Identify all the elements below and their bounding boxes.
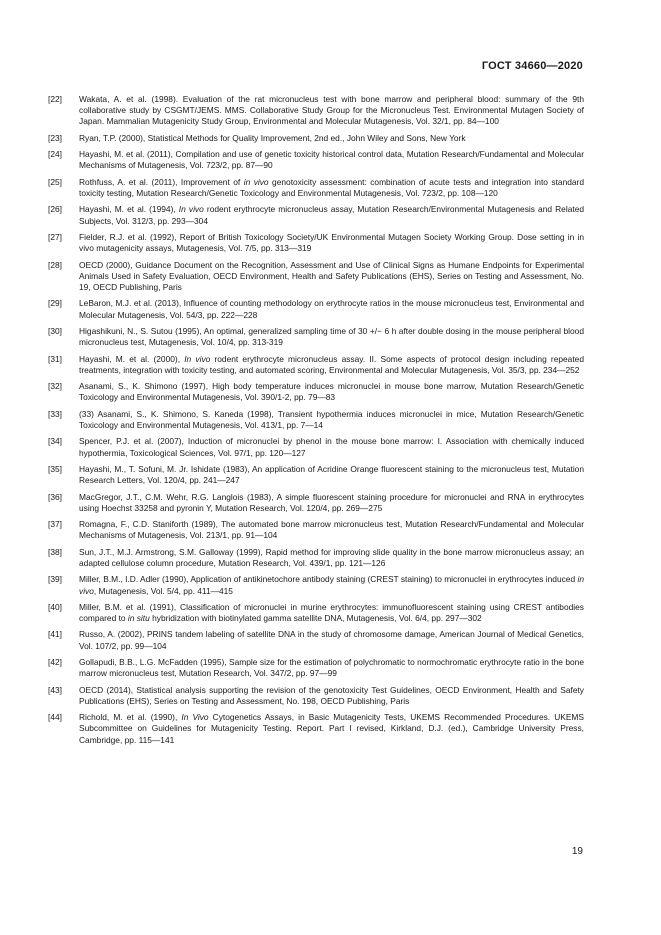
reference-text xyxy=(79,94,584,128)
reference-text-segment: , Mutagenesis, Vol. 5/4, pp. 411—415 xyxy=(93,585,233,596)
reference-text xyxy=(79,326,584,348)
reference-number: [27] xyxy=(48,231,62,242)
reference-item xyxy=(48,204,584,226)
reference-text xyxy=(79,464,584,486)
reference-text-segment: Wakata, A. et al. (1998). Evaluation of the rat micronucleus test with bone marrow and peripheral blood: summary of the 9th collaborative study by CSGMT/JEMS. MMS. Collaborative Study Group for the Micronucleus Test. Environmental Mutagen Society of Japan. Mammalian Mutagenicity Study Group, Environmental and Molecular Mutagenesis, Vol. 32/1, pp. 84—100 xyxy=(79,94,584,127)
reference-number: [35] xyxy=(48,463,62,474)
reference-text-segment: OECD (2000), Guidance Document on the Recognition, Assessment and Use of Clinical Signs as Humane Endpoints for Experimental Animals Used in Safety Evaluation, OECD Environment, Health and Safety Publications (EHS), Series on Testing and Assessment, No. 19, OECD Publishing, Paris xyxy=(79,259,584,292)
reference-item xyxy=(48,94,584,128)
reference-number: [38] xyxy=(48,546,62,557)
reference-item xyxy=(48,354,584,376)
reference-text xyxy=(79,177,584,199)
reference-item xyxy=(48,602,584,624)
reference-text-italic: In vivo xyxy=(184,353,211,364)
reference-text xyxy=(79,657,584,679)
reference-number: [40] xyxy=(48,601,62,612)
reference-text xyxy=(79,436,584,458)
reference-number: [31] xyxy=(48,353,62,364)
reference-number: [41] xyxy=(48,629,62,640)
reference-text-italic: in situ xyxy=(127,613,150,624)
reference-item xyxy=(48,657,584,679)
reference-number: [44] xyxy=(48,712,62,723)
reference-text-segment: Hayashi, M., T. Sofuni, M. Jr. Ishidate (1983), An application of Acridine Orange fluorescent staining to the micronucleus test, Mutation Research Letters, Vol. 120/4, pp. 241—247 xyxy=(79,463,584,486)
reference-text-segment: Rothfuss, A. et al. (2011), Improvement of xyxy=(79,176,244,187)
reference-number: [30] xyxy=(48,325,62,336)
reference-number: [39] xyxy=(48,574,62,585)
reference-text-segment: hybridization with biotinylated gamma satellite DNA, Mutagenesis, Vol. 6/4, pp. 297—302 xyxy=(149,613,482,624)
reference-number: [33] xyxy=(48,408,62,419)
reference-text xyxy=(79,260,584,294)
page-number: 19 xyxy=(571,846,583,857)
reference-text-segment: Fielder, R.J. et al. (1992), Report of British Toxicology Society/UK Environmental Mutagen Society Working Group. Dose setting in in vivo mutagenicity assays, Mutagenesis, Vol. 7/5, pp. 313—319 xyxy=(79,231,584,254)
reference-text-italic: in vivo xyxy=(243,176,269,187)
reference-list xyxy=(48,94,584,751)
reference-text xyxy=(79,712,584,746)
reference-text-segment: rodent erythrocyte micronucleus assay. II. Some aspects of protocol design including repeated treatments, integration with toxicity testing, and automated scoring, Environmental and Molecular Mutagenesis, Vol. 35/3, pp. 234—252 xyxy=(79,353,584,375)
reference-text xyxy=(79,492,584,514)
document-code: ГОСТ 34660—2020 xyxy=(481,60,583,72)
reference-number: [37] xyxy=(48,519,62,530)
reference-text xyxy=(79,354,584,376)
reference-text xyxy=(79,519,584,541)
reference-text xyxy=(79,685,584,707)
reference-number: [24] xyxy=(48,149,62,160)
reference-text-segment: Richold, M. et al. (1990), xyxy=(79,712,182,723)
reference-number: [34] xyxy=(48,436,62,447)
reference-text-segment: Romagna, F., C.D. Staniforth (1989), The automated bone marrow micronucleus test, Mutation Research/Fundamental and Molecular Mechanisms of Mutagenesis, Vol. 213/1, pp. 91—104 xyxy=(79,519,584,541)
reference-text-segment: Gollapudi, B.B., L.G. McFadden (1995), Sample size for the estimation of polychromatic to normochromatic erythrocyte ratio in the bone marrow micronucleus test, Mutation Research, Vol. 347/2, pp. 97—99 xyxy=(79,657,584,679)
reference-item xyxy=(48,519,584,541)
reference-text xyxy=(79,133,584,144)
reference-text xyxy=(79,547,584,569)
reference-text-segment: Hayashi, M. et al. (1994), xyxy=(79,204,179,215)
reference-item xyxy=(48,436,584,458)
reference-text-segment: (33) Asanami, S., K. Shimono, S. Kaneda (1998), Transient hypothermia induces micronuclei in mice, Mutation Research/Genetic Toxicology and Environmental Mutagenesis, Vol. 413/1, pp. 7—14 xyxy=(79,408,584,430)
reference-text-segment: Sun, J.T., M.J. Armstrong, S.M. Galloway (1999), Rapid method for improving slide quality in the bone marrow micronucleus assay; an adapted cellulose column procedure, Mutation Research, Vol. 439/1, pp. 121—126 xyxy=(79,546,584,568)
reference-number: [42] xyxy=(48,657,62,668)
reference-item xyxy=(48,149,584,171)
reference-item xyxy=(48,326,584,348)
reference-item xyxy=(48,177,584,199)
reference-item xyxy=(48,133,584,144)
reference-text-segment: Ryan, T.P. (2000), Statistical Methods for Quality Improvement, 2nd ed., John Wiley and Sons, New York xyxy=(79,132,466,143)
reference-text-segment: genotoxicity assessment: combination of acute tests and integration into standard toxicity testing, Mutation Research/Genetic Toxicology and Environmental Mutagenesis, Vol. 723/2, pp. 108—120 xyxy=(79,176,584,198)
reference-text xyxy=(79,381,584,403)
reference-item xyxy=(48,464,584,486)
reference-text-segment: OECD (2014), Statistical analysis supporting the revision of the genotoxicity Test Guidelines, OECD Environment, Health and Safety Publications (EHS), Series on Testing and Assessment, No. 198, OECD Publishing, Paris xyxy=(79,684,584,706)
reference-item xyxy=(48,492,584,514)
reference-text-segment: Hayashi, M. et al. (2000), xyxy=(79,353,185,364)
reference-text-segment: Miller, B.M., I.D. Adler (1990), Application of antikinetochore antibody staining (CREST staining) to micronuclei in erythrocytes induced xyxy=(79,574,578,585)
reference-text xyxy=(79,574,584,596)
reference-item xyxy=(48,409,584,431)
reference-text-segment: Asanami, S., K. Shimono (1997), High body temperature induces micronuclei in mouse bone marrow, Mutation Research/Genetic Toxicology and Environmental Mutagenesis, Vol. 390/1-2, pp. 79—83 xyxy=(79,381,584,403)
reference-number: [43] xyxy=(48,684,62,695)
reference-item xyxy=(48,629,584,651)
reference-item xyxy=(48,298,584,320)
reference-text-segment: MacGregor, J.T., C.M. Wehr, R.G. Langlois (1983), A simple fluorescent staining procedure for micronuclei and RNA in erythrocytes using Hoechst 33258 and pyronin Y, Mutation Research, Vol. 120/4, pp. 269—275 xyxy=(79,491,584,513)
reference-number: [26] xyxy=(48,204,62,215)
reference-item xyxy=(48,547,584,569)
reference-text xyxy=(79,298,584,320)
reference-text xyxy=(79,629,584,651)
reference-text xyxy=(79,232,584,254)
reference-text-segment: LeBaron, M.J. et al. (2013), Influence of counting methodology on erythrocyte ratios in the mouse micronucleus test, Environmental and Molecular Mutagenesis, Vol. 54/3, pp. 222—228 xyxy=(79,298,584,320)
reference-text-segment: Hayashi, M. et al. (2011), Compilation and use of genetic toxicity historical control data, Mutation Research/Fundamental and Molecular Mechanisms of Mutagenesis, Vol. 723/2, pp. 87—90 xyxy=(79,149,584,171)
reference-text xyxy=(79,602,584,624)
reference-text-segment: rodent erythrocyte micronucleus assay, Mutation Research/Environmental Mutagenesis and Related Subjects, Vol. 312/3, pp. 293—304 xyxy=(79,204,585,226)
reference-item xyxy=(48,574,584,596)
reference-text-segment: Higashikuni, N., S. Sutou (1995), An optimal, generalized sampling time of 30 +/− 6 h after double dosing in the mouse peripheral blood micronucleus test, Mutagenesis, Vol. 10/4, pp. 313-319 xyxy=(79,325,584,348)
reference-item xyxy=(48,685,584,707)
reference-text-segment: Spencer, P.J. et al. (2007), Induction of micronuclei by phenol in the mouse bone marrow: I. Association with chemically induced hypothermia, Toxicological Sciences, Vol. 97/1, pp. 120—127 xyxy=(79,436,584,458)
reference-text-italic: In Vivo xyxy=(181,712,209,723)
reference-text-segment: Cytogenetics Assays, in Basic Mutagenicity Tests, UKEMS Recommended Procedures. UKEMS Subcommittee on Guidelines for Mutagenicity Testing. Report. Part I revised, Kirkland, D.J. (ed.), Cambridge University Press, Cambridge, pp. 115—141 xyxy=(79,712,584,745)
reference-number: [22] xyxy=(48,94,62,104)
reference-text-italic: in vivo xyxy=(79,574,584,596)
reference-number: [23] xyxy=(48,132,62,143)
reference-text xyxy=(79,204,584,226)
reference-text xyxy=(79,409,584,431)
reference-text-segment: Miller, B.M. et al. (1991), Classification of micronuclei in murine erythrocytes: immunofluorescent staining using CREST antibodies compared to xyxy=(79,601,584,624)
reference-text xyxy=(79,149,584,171)
reference-text-segment: Russo, A. (2002), PRINS tandem labeling of satellite DNA in the study of chromosome damage, American Journal of Medical Genetics, Vol. 107/2, pp. 99—104 xyxy=(79,629,584,651)
reference-number: [28] xyxy=(48,259,62,270)
reference-text-italic: In vivo xyxy=(178,204,204,215)
reference-number: [32] xyxy=(48,381,62,392)
reference-number: [29] xyxy=(48,298,62,309)
reference-item xyxy=(48,712,584,746)
reference-number: [25] xyxy=(48,176,62,187)
reference-item xyxy=(48,232,584,254)
reference-number: [36] xyxy=(48,491,62,502)
reference-item xyxy=(48,260,584,294)
reference-item xyxy=(48,381,584,403)
